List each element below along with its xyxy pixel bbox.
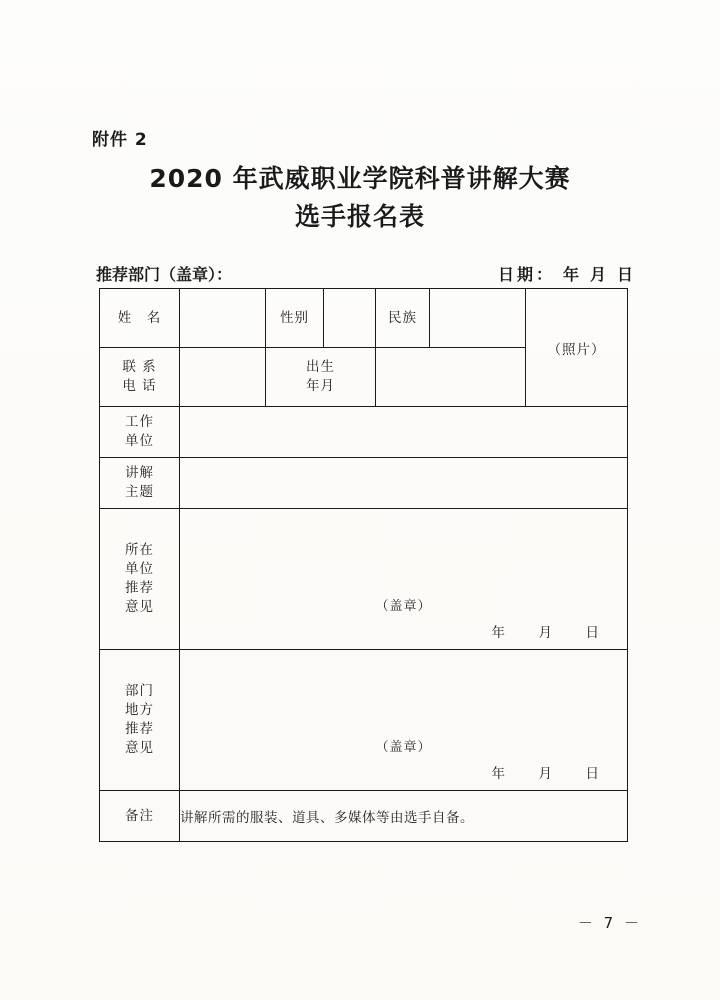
unit-opinion-label bbox=[100, 509, 180, 650]
phone-value[interactable] bbox=[180, 348, 266, 407]
photo-placeholder[interactable]: （照片） bbox=[526, 289, 628, 407]
unit-opinion-label-line-3: 推荐 bbox=[125, 580, 154, 596]
title-line-2: 选手报名表 bbox=[294, 202, 425, 231]
name-label: 姓 名 bbox=[100, 289, 180, 348]
phone-label-line-2: 电 话 bbox=[122, 378, 157, 394]
attachment-label: 附件 2 bbox=[92, 130, 148, 150]
birth-value[interactable] bbox=[376, 348, 526, 407]
table-row bbox=[100, 791, 628, 842]
dept-opinion-label-line-1: 部门 bbox=[125, 683, 154, 699]
document-title bbox=[0, 160, 720, 236]
remark-text: 讲解所需的服装、道具、多媒体等由选手自备。 bbox=[180, 791, 628, 842]
table-row bbox=[100, 650, 628, 791]
ethnicity-label: 民族 bbox=[376, 289, 430, 348]
dept-opinion-date-line: 年 月 日 bbox=[491, 766, 609, 782]
topic-label-line-2: 主题 bbox=[125, 484, 154, 500]
dept-opinion-value[interactable] bbox=[180, 650, 628, 791]
date-label-group bbox=[498, 262, 636, 285]
date-year-label: 年 bbox=[562, 265, 582, 284]
birth-label-line-2: 年月 bbox=[306, 378, 335, 394]
title-line-1: 2020 年武威职业学院科普讲解大赛 bbox=[149, 164, 571, 193]
work-unit-label-line-1: 工作 bbox=[125, 414, 154, 430]
dept-opinion-label-line-2: 地方 bbox=[125, 702, 154, 718]
unit-opinion-label-line-4: 意见 bbox=[125, 599, 154, 615]
table-row bbox=[100, 289, 628, 348]
phone-label bbox=[100, 348, 180, 407]
phone-label-line-1: 联 系 bbox=[122, 359, 157, 375]
work-unit-value[interactable] bbox=[180, 407, 628, 458]
topic-label-line-1: 讲解 bbox=[125, 465, 154, 481]
date-day-label: 日 bbox=[616, 265, 636, 284]
birth-label-line-1: 出生 bbox=[306, 359, 335, 375]
topic-value[interactable] bbox=[180, 458, 628, 509]
table-row bbox=[100, 509, 628, 650]
gender-value[interactable] bbox=[324, 289, 376, 348]
dept-opinion-seal-note: （盖章） bbox=[375, 740, 432, 755]
name-value[interactable] bbox=[180, 289, 266, 348]
unit-opinion-label-line-2: 单位 bbox=[125, 561, 154, 577]
table-row bbox=[100, 458, 628, 509]
table-row bbox=[100, 407, 628, 458]
date-label: 日期： bbox=[497, 265, 555, 284]
dept-opinion-label bbox=[100, 650, 180, 791]
recommend-department-label: 推荐部门（盖章）： bbox=[96, 265, 233, 284]
ethnicity-value[interactable] bbox=[430, 289, 526, 348]
topic-label bbox=[100, 458, 180, 509]
registration-form-table bbox=[99, 288, 628, 842]
remark-label: 备注 bbox=[100, 791, 180, 842]
dept-opinion-label-line-4: 意见 bbox=[125, 740, 154, 756]
page-number: － 7 － bbox=[577, 914, 642, 932]
unit-opinion-label-line-1: 所在 bbox=[125, 542, 154, 558]
gender-label: 性别 bbox=[266, 289, 324, 348]
unit-opinion-value[interactable] bbox=[180, 509, 628, 650]
unit-opinion-date-line: 年 月 日 bbox=[491, 625, 609, 641]
work-unit-label-line-2: 单位 bbox=[125, 433, 154, 449]
work-unit-label bbox=[100, 407, 180, 458]
unit-opinion-seal-note: （盖章） bbox=[375, 599, 432, 614]
dept-opinion-label-line-3: 推荐 bbox=[125, 721, 154, 737]
date-month-label: 月 bbox=[589, 265, 609, 284]
birth-label bbox=[266, 348, 376, 407]
meta-row bbox=[96, 262, 636, 285]
